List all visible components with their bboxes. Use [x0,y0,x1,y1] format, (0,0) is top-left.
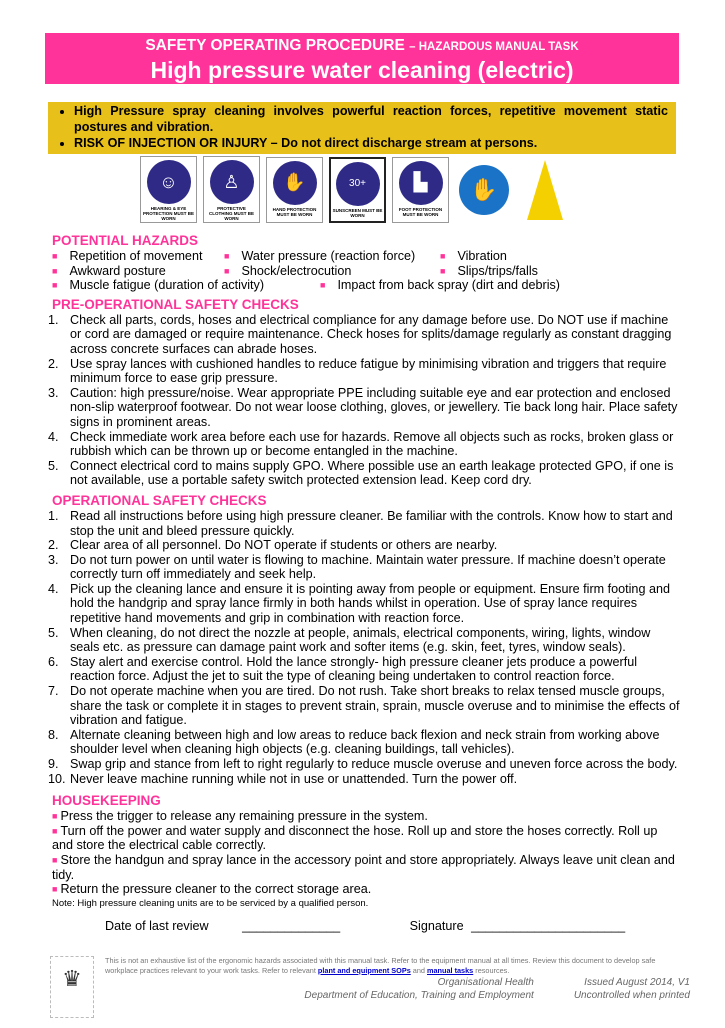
sign-hearing-eye [140,156,197,223]
item-number: 4. [48,581,59,596]
sign-label: FOOT PROTECTION MUST BE WORN [398,206,443,217]
housekeeping-heading: HOUSEKEEPING [52,793,161,809]
item-text: Never leave machine running while not in use or unattended. Turn the power off. [70,771,518,786]
pre-op-list [48,312,680,488]
disclaimer: This is not an exhaustive list of the ergonomic hazards associated with this manual task. Refer to the equipment manual at all times. Review this document to develop safe workplace practices relevant to your work tasks. Refer to relevant plant and equipment SOPs and manual tasks resources. [105,955,656,975]
item-number: 2. [48,538,59,553]
item-number: 2. [48,356,59,371]
item-number: 7. [48,684,59,699]
item-number: 5. [48,458,59,473]
item-text: Stay alert and exercise control. Hold the lance strongly- high pressure cleaner jets produce a powerful reaction force. Adjust the jet to suit the type of cleaning being undertaken to control reaction force. [70,654,638,684]
item-text: Do not turn power on until water is flowing to machine. Maintain water pressure. If machine doesn’t operate correctly turn off immediately and seek help. [70,552,666,582]
sign-label: PROTECTIVE CLOTHING MUST BE WORN [209,206,254,221]
item-number: 10. [48,771,66,786]
housekeeping-item [52,809,680,824]
date-label: Date of last review [105,918,209,933]
signature-field: ______________________ [471,918,626,933]
list-item [48,581,680,626]
list-item [48,312,680,357]
item-number: 3. [48,552,59,567]
warning-item: • High Pressure spray cleaning involves powerful reaction forces, repetitive movement static postures and vibration. [74,103,668,135]
hazard-item: ■ Water pressure (reaction force) [224,249,440,264]
sunhat-icon [336,162,380,206]
warning-item: • RISK OF INJECTION OR INJURY – Do not direct discharge stream at persons. [74,135,668,151]
ppe-signs [140,156,725,223]
bullet-icon: ■ [52,884,58,895]
item-text: Alternate cleaning between high and low areas to reduce back flexion and neck strain from working above shoulder level when cleaning high objects (e.g. cleaning buildings, tall vehicles). [70,727,660,757]
service-note: Note: High pressure cleaning units are to be serviced by a qualified person. [52,897,369,909]
sign-protective-clothing [203,156,260,223]
list-item [48,684,680,728]
list-item [48,552,680,582]
sign-foot-protection [392,157,449,223]
hazard-item: ■ Impact from back spray (dirt and debris) [320,278,560,292]
hazards-list [52,249,680,278]
housekeeping-item [52,824,680,853]
hazard-item: ■ Repetition of movement [52,249,224,264]
item-text: Turn off the power and water supply and disconnect the hose. Roll up and store the hoses correctly. Roll up and store the electrical cable correctly. [52,823,658,853]
item-number: 6. [48,654,59,669]
hazard-item: ■ Slips/trips/falls [440,264,680,279]
item-number: 4. [48,429,59,444]
hazard-item: ■ Shock/electrocution [224,264,440,279]
spf-badge: 30+ [349,178,366,189]
list-item [48,385,680,430]
title-banner [45,33,679,84]
sign-label: HAND PROTECTION MUST BE WORN [272,206,317,217]
item-text: Press the trigger to release any remaining pressure in the system. [60,809,428,824]
hazards-heading: POTENTIAL HAZARDS [52,233,199,248]
item-number: 1. [48,508,59,523]
coverall-icon: ♙ [210,160,254,204]
signature-label: Signature [409,918,464,933]
item-text: Check immediate work area before each use for hazards. Remove all objects such as rocks, broken glass or rubbish which can be thrown up or become entangled in the machine. [70,429,674,459]
hazard-item: ■ Awkward posture [52,264,224,279]
issue-date: Issued August 2014, V1 [584,976,690,988]
hazard-item: ■ Muscle fatigue (duration of activity) [52,278,264,292]
wet-floor-sign-icon [527,160,563,220]
bullet-icon: ■ [52,811,58,822]
item-text: Pick up the cleaning lance and ensure it is pointing away from people or equipment. Ensure firm footing and hold the handgrip and spray lance firmly in both hands whilst in operation. Use of spray lance requires repetitive hand movements and grip in combination with reaction force. [70,581,670,626]
item-text: Use spray lances with cushioned handles to reduce fatigue by minimising vibration and triggers that require minimum force to ease grip pressure. [70,356,667,386]
item-text: Do not operate machine when you are tired. Do not rush. Take short breaks to relax tensed muscle groups, share the task or complete it in stages to prevent strain, sprain, muscle overuse and to minimise the effects of vibration and fatigue. [70,684,680,728]
hazards-row-3 [52,278,680,293]
bullet-icon: ■ [52,854,58,865]
org-name: Organisational Health [437,976,534,988]
item-text: When cleaning, do not direct the nozzle at people, animals, electrical components, wiring, lights, window seals etc. as pressure can damage paint work and softer items (e.g. skin, feet, tyres, window seals). [70,625,651,655]
main-content [48,233,680,910]
footer [50,956,690,1028]
bullet-icon: ■ [52,825,58,836]
uncontrolled-note: Uncontrolled when printed [573,989,690,1001]
op-list [48,508,680,786]
list-item [48,625,680,655]
sign-label: HEARING & EYE PROTECTION MUST BE WORN [142,206,194,221]
glove-icon: ✋ [273,161,317,205]
boot-icon: ▙ [399,161,443,205]
date-field: ______________ [242,918,341,933]
list-item [48,538,680,553]
item-text: Caution: high pressure/noise. Wear appropriate PPE including suitable eye and ear protection and enclosed non-slip waterproof footwear. Do not wear loose clothing, gloves, or jewellery. Tie back long hair. Place safety signs in prominent areas. [70,385,678,429]
list-item [48,727,680,757]
doc-type [45,33,679,56]
org-info [304,976,533,1002]
housekeeping-list [52,809,680,897]
item-number: 1. [48,312,59,327]
list-item [48,429,680,459]
hazard-item: ■ Vibration [440,249,680,264]
housekeeping-item [52,882,680,897]
item-number: 3. [48,385,59,400]
list-item [48,458,680,488]
doc-subtype: – HAZARDOUS MANUAL TASK [409,41,579,53]
wash-hands-icon: ✋ [459,165,509,215]
housekeeping-item [52,853,680,882]
item-text: Swap grip and stance from left to right regularly to reduce muscle overuse and uneven force across the body. [70,757,678,771]
list-item [48,508,680,538]
list-item [48,757,680,772]
op-heading: OPERATIONAL SAFETY CHECKS [52,492,267,508]
sign-sunscreen [329,157,386,223]
hearing-eye-icon: ☺ [147,160,191,204]
item-number: 8. [48,727,59,742]
item-text: Check all parts, cords, hoses and electrical compliance for any damage before use. Do NOT use if machine or cord are damaged or require maintenance. Check hoses for splits/damage regularly as constant dragging across concrete surfaces can abrade hoses. [70,312,672,356]
dept-name: Department of Education, Training and Employment [304,989,534,1001]
pre-op-heading: PRE-OPERATIONAL SAFETY CHECKS [52,296,299,312]
page-title: High pressure water cleaning (electric) [150,57,574,83]
item-number: 5. [48,625,59,640]
list-item [48,356,680,386]
sign-hand-protection [266,157,323,223]
list-item [48,771,680,787]
manual-tasks-link[interactable]: manual tasks [427,965,474,975]
item-text: Clear area of all personnel. Do NOT operate if students or others are nearby. [70,538,498,553]
item-text: Connect electrical cord to mains supply GPO. Where possible use an earth leakage protected GPO, if one is not available, use a portable safety switch protected extension lead. Keep cord dry. [70,458,674,488]
warning-box [48,102,676,154]
item-text: Store the handgun and spray lance in the accessory point and store appropriately. Always leave unit clean and tidy. [52,852,675,882]
review-line [105,918,685,934]
queensland-government-logo: ♛ [50,956,94,1018]
doc-type-label: SAFETY OPERATING PROCEDURE [145,37,405,54]
item-text: Read all instructions before using high pressure cleaner. Be familiar with the controls. Know how to start and stop the unit and bleed pressure quickly. [70,508,673,538]
list-item [48,654,680,684]
plant-equipment-sops-link[interactable]: plant and equipment SOPs [317,965,411,975]
item-text: Return the pressure cleaner to the correct storage area. [60,882,372,897]
sign-label: SUNSCREEN MUST BE WORN [332,207,383,218]
item-number: 9. [48,757,59,771]
issue-info [574,976,690,1002]
